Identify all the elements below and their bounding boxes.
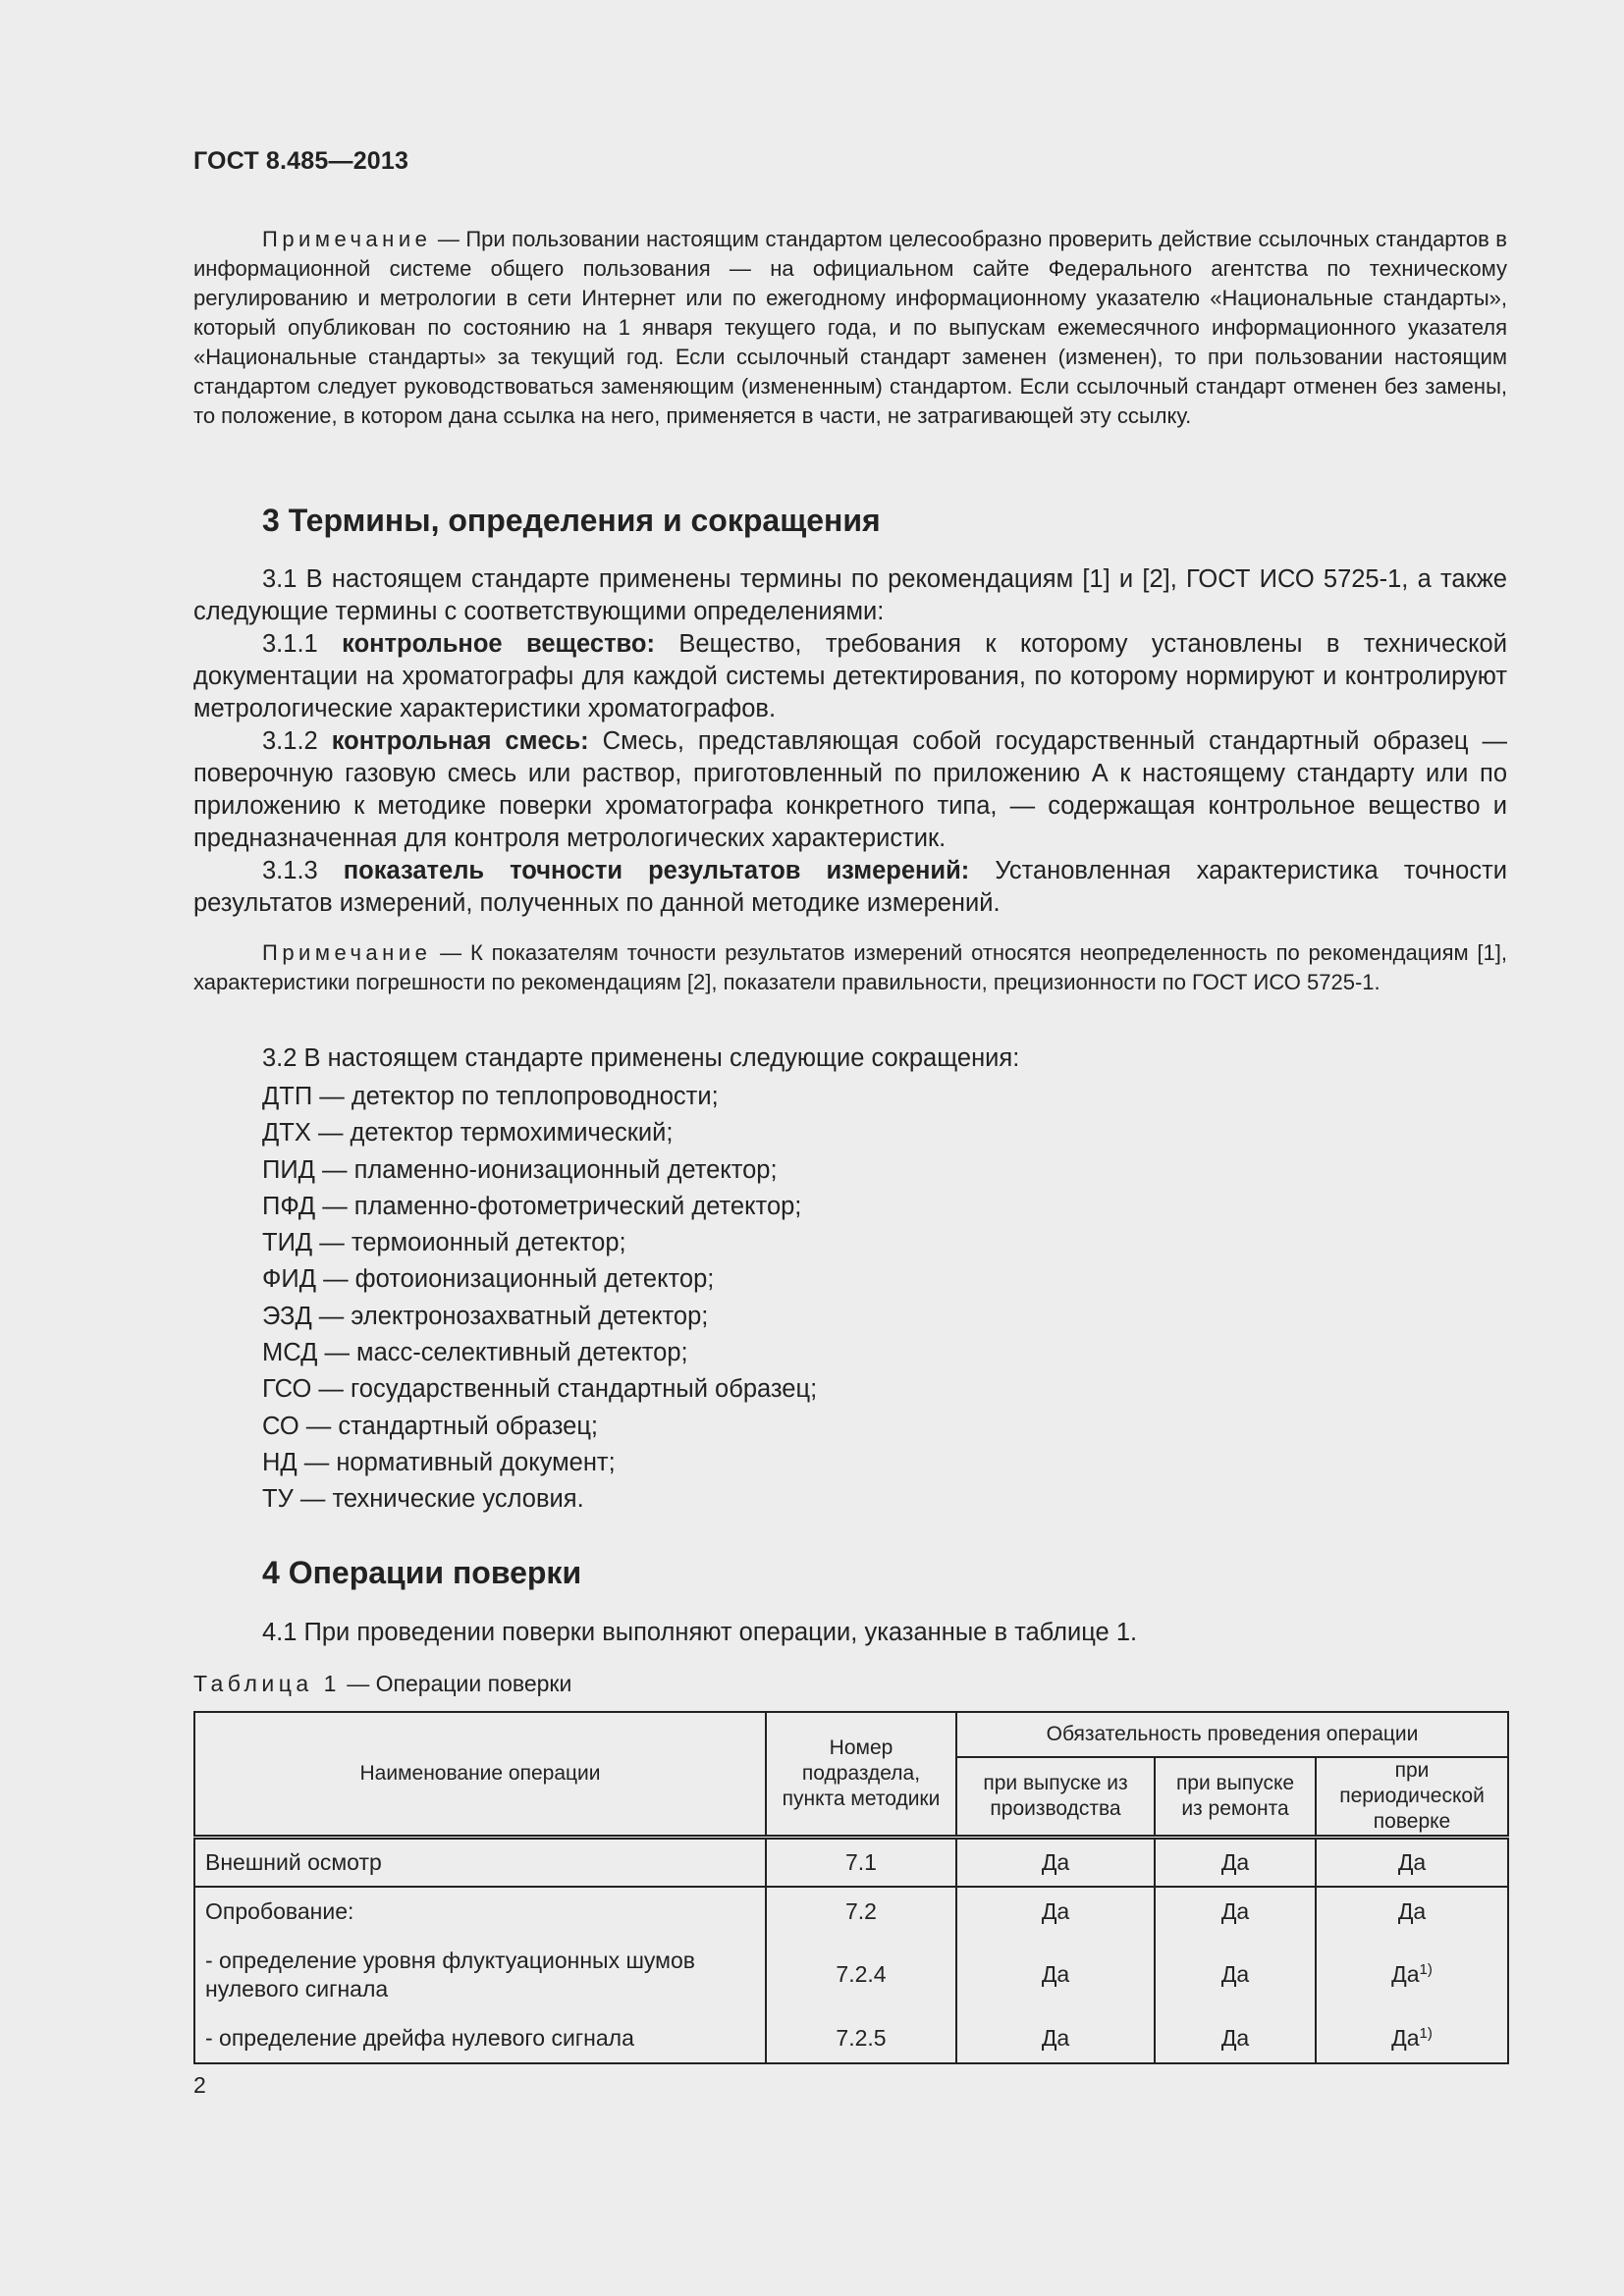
cell-periodic — [1316, 1936, 1508, 2014]
abbreviation-item: ФИД — фотоионизационный детектор; — [262, 1265, 715, 1294]
cell-production: Да — [956, 1936, 1155, 2014]
note-accuracy — [193, 938, 1507, 997]
cell-repair: Да — [1155, 1838, 1316, 1887]
paragraph-3-1: 3.1 В настоящем стандарте применены термины по рекомендациям [1] и [2], ГОСТ ИСО 5725-1, а также следующие термины с соответствующими определениями: — [193, 565, 1507, 625]
cell-section-number: 7.2.5 — [766, 2014, 956, 2063]
abbreviation-item: ТУ — технические условия. — [262, 1485, 584, 1514]
cell-periodic-value: Да — [1391, 1961, 1420, 1987]
term-name: контрольное вещество: — [342, 630, 655, 658]
abbreviation-item: ЭЗД — электронозахватный детектор; — [262, 1302, 709, 1330]
note-label: Примечание — [262, 227, 432, 251]
section-4-body — [193, 1617, 1507, 1649]
cell-operation-name: Внешний осмотр — [194, 1838, 766, 1887]
note-text: — При пользовании настоящим стандартом целесообразно проверить действие ссылочных стандартов в информационной системе общего пользования — на официальном сайте Федерального агентства по техническому регулированию и метрологии в сети Интернет или по ежегодному информационному указателю «Национальные стандарты», который опубликован по состоянию на 1 января текущего года, и по выпускам ежемесячного информационного указателя «Национальные стандарты» за текущий год. Если ссылочный стандарт заменен (изменен), то при пользовании настоящим стандартом следует руководствоваться заменяющим (измененным) стандартом. Если ссылочный стандарт отменен без замены, то положение, в котором дана ссылка на него, применяется в части, не затрагивающей эту ссылку. — [193, 227, 1507, 428]
abbreviation-list — [262, 1079, 817, 1519]
cell-periodic: Да — [1316, 1838, 1508, 1887]
table-row — [194, 1887, 1508, 1936]
abbreviation-item: СО — стандартный образец; — [262, 1412, 599, 1440]
term-number: 3.1.3 — [262, 857, 344, 884]
cell-periodic — [1316, 2014, 1508, 2063]
operations-table — [193, 1711, 1509, 2064]
section-4-title: 4 Операции поверки — [262, 1555, 582, 1590]
cell-production: Да — [956, 1887, 1155, 1936]
abbreviation-item: ДТХ — детектор термохимический; — [262, 1119, 674, 1148]
table-row — [194, 1838, 1508, 1887]
table-row — [194, 2014, 1508, 2063]
note-references — [193, 225, 1507, 431]
table-row — [194, 1936, 1508, 2014]
term-name: показатель точности результатов измерений: — [343, 857, 970, 884]
cell-repair: Да — [1155, 1936, 1316, 2014]
abbreviation-item: ПИД — пламенно-ионизационный детектор; — [262, 1155, 778, 1184]
cell-section-number: 7.2 — [766, 1887, 956, 1936]
page-number: 2 — [193, 2072, 206, 2098]
document-header: ГОСТ 8.485—2013 — [193, 147, 409, 175]
term-3-1-1 — [193, 628, 1507, 725]
abbreviation-item: МСД — масс-селективный детектор; — [262, 1339, 688, 1367]
cell-periodic: Да — [1316, 1887, 1508, 1936]
term-definition: Вещество, требования к которому установлены в технической документации на хроматографы для каждой системы детектирования, по которому нормируют и контролируют метрологические характеристики хроматографов. — [193, 630, 1507, 722]
cell-operation-name: - определение дрейфа нулевого сигнала — [194, 2014, 766, 2063]
cell-operation-name: - определение уровня флуктуационных шумов нулевого сигнала — [194, 1936, 766, 2014]
cell-production: Да — [956, 1838, 1155, 1887]
term-number: 3.1.2 — [262, 727, 332, 755]
note-text: — К показателям точности результатов измерений относятся неопределенность по рекомендациям [1], характеристики погрешности по рекомендациям [2], показатели правильности, прецизионности по ГОСТ ИСО 5725-1. — [193, 940, 1507, 994]
abbreviation-item: ДТП — детектор по теплопроводности; — [262, 1083, 719, 1110]
section-3-title: 3 Термины, определения и сокращения — [262, 503, 881, 538]
footnote-marker: 1) — [1419, 1961, 1433, 1978]
term-3-1-2 — [193, 725, 1507, 855]
note-label: Примечание — [262, 940, 432, 965]
footnote-marker: 1) — [1419, 2024, 1433, 2042]
term-definition: Смесь, представляющая собой государственный стандартный образец — поверочную газовую смесь или раствор, приготовленный по приложению А к настоящему стандарту или по приложению к методике поверки хроматографа конкретного типа, — содержащая контрольное вещество и предназначенная для контроля метрологических характеристик. — [193, 727, 1508, 852]
section-3-body — [193, 563, 1507, 920]
abbreviation-item: ТИД — термоионный детектор; — [262, 1229, 626, 1257]
header-section-number: Номер подраздела, пункта методики — [766, 1712, 956, 1838]
abbreviation-item: НД — нормативный документ; — [262, 1448, 616, 1476]
abbreviation-item: ГСО — государственный стандартный образец; — [262, 1375, 818, 1404]
table-caption-text: — Операции поверки — [340, 1671, 572, 1696]
header-obligation: Обязательность проведения операции — [956, 1712, 1508, 1757]
term-3-1-3 — [193, 855, 1507, 920]
header-repair: при выпуске из ремонта — [1155, 1757, 1316, 1838]
term-definition: Установленная характеристика точности результатов измерений, полученных по данной методике измерений. — [193, 857, 1507, 917]
header-production: при выпуске из производства — [956, 1757, 1155, 1838]
cell-production: Да — [956, 2014, 1155, 2063]
term-number: 3.1.1 — [262, 630, 343, 658]
cell-repair: Да — [1155, 1887, 1316, 1936]
paragraph-3-2: 3.2 В настоящем стандарте применены следующие сокращения: — [262, 1044, 1020, 1072]
table-caption — [193, 1671, 571, 1697]
cell-repair: Да — [1155, 2014, 1316, 2063]
cell-operation-name: Опробование: — [194, 1887, 766, 1936]
cell-periodic-value: Да — [1391, 2024, 1420, 2051]
section-3-2 — [193, 1042, 1507, 1075]
abbreviation-item: ПФД — пламенно-фотометрический детектор; — [262, 1192, 802, 1220]
table-caption-label: Таблица 1 — [193, 1671, 341, 1696]
header-periodic: при периодической поверке — [1316, 1757, 1508, 1838]
header-operation-name: Наименование операции — [194, 1712, 766, 1838]
paragraph-4-1: 4.1 При проведении поверки выполняют операции, указанные в таблице 1. — [262, 1619, 1138, 1646]
cell-section-number: 7.2.4 — [766, 1936, 956, 2014]
cell-section-number: 7.1 — [766, 1838, 956, 1887]
term-name: контрольная смесь: — [331, 727, 589, 755]
